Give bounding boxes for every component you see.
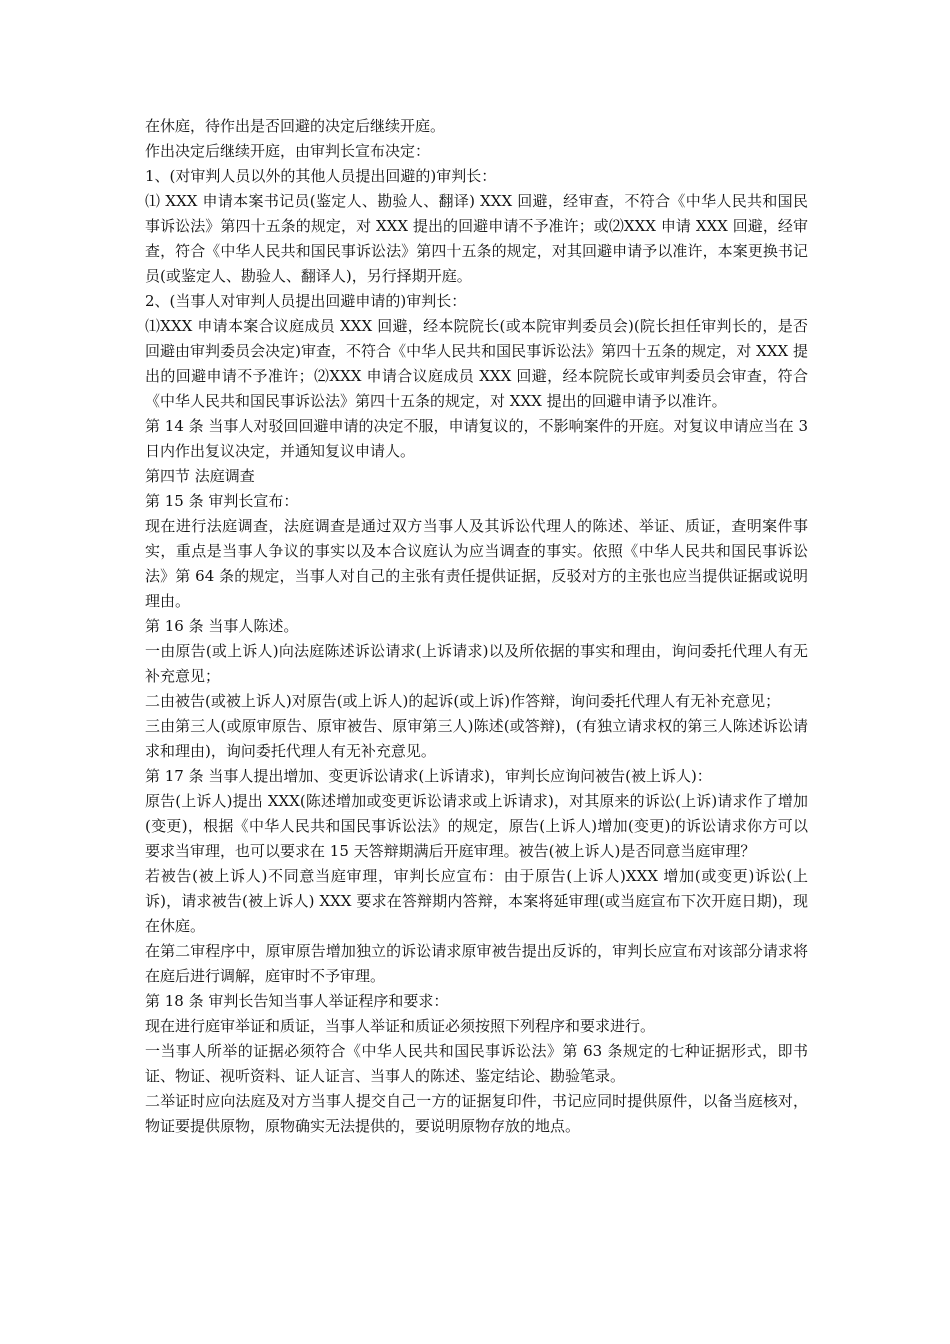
paragraph: 第 14 条 当事人对驳回回避申请的决定不服，申请复议的，不影响案件的开庭。对复议申请应当在 3 日内作出复议决定，并通知复议申请人。 — [145, 417, 808, 460]
section-heading: 第四节 法庭调查 — [145, 467, 255, 485]
paragraph: 1、(对审判人员以外的其他人员提出回避的)审判长： — [145, 167, 497, 185]
article-heading: 第 18 条 审判长告知当事人举证程序和要求： — [145, 992, 449, 1010]
paragraph: 二由被告(或被上诉人)对原告(或上诉人)的起诉(或上诉)作答辩，询问委托代理人有无补充意见； — [145, 692, 781, 710]
paragraph: 现在进行庭审举证和质证，当事人举证和质证必须按照下列程序和要求进行。 — [145, 1017, 656, 1035]
paragraph: 原告(上诉人)提出 XXX(陈述增加或变更诉讼请求或上诉请求)，对其原来的诉讼(上诉)请求作了增加(变更)，根据《中华人民共和国民事诉讼法》的规定，原告(上诉人)增加(变更)的诉讼请求你方可以要求当审理，也可以要求在 15 天答辩期满后开庭审理。被告(被上诉人)是否同意当庭审理？ — [145, 792, 808, 860]
document-body — [145, 114, 808, 1139]
paragraph: 三由第三人(或原审原告、原审被告、原审第三人)陈述(或答辩)，(有独立请求权的第三人陈述诉讼请求和理由)，询问委托代理人有无补充意见。 — [145, 717, 808, 760]
paragraph: 一当事人所举的证据必须符合《中华人民共和国民事诉讼法》第 63 条规定的七种证据形式，即书证、物证、视听资料、证人证言、当事人的陈述、鉴定结论、勘验笔录。 — [145, 1042, 808, 1085]
paragraph: 一由原告(或上诉人)向法庭陈述诉讼请求(上诉请求)以及所依据的事实和理由，询问委托代理人有无补充意见； — [145, 642, 808, 685]
article-heading: 第 15 条 审判长宣布： — [145, 492, 299, 510]
article-heading: 第 16 条 当事人陈述。 — [145, 617, 299, 635]
paragraph: 2、(当事人对审判人员提出回避申请的)审判长： — [145, 292, 467, 310]
paragraph: 作出决定后继续开庭，由审判长宣布决定： — [145, 142, 431, 160]
paragraph: 若被告(被上诉人)不同意当庭审理，审判长应宣布：由于原告(上诉人)XXX 增加(或变更)诉讼(上诉)，请求被告(被上诉人) XXX 要求在答辩期内答辩，本案将延审理(或当庭宣布下次开庭日期)，现在休庭。 — [145, 867, 808, 935]
paragraph: 在休庭，待作出是否回避的决定后继续开庭。 — [145, 117, 446, 135]
article-heading: 第 17 条 当事人提出增加、变更诉讼请求(上诉请求)，审判长应询问被告(被上诉人)： — [145, 767, 712, 785]
paragraph: 在第二审程序中，原审原告增加独立的诉讼请求原审被告提出反诉的，审判长应宣布对该部分请求将在庭后进行调解，庭审时不予审理。 — [145, 942, 808, 985]
paragraph: ⑴XXX 申请本案合议庭成员 XXX 回避，经本院院长(或本院审判委员会)(院长担任审判长的，是否回避由审判委员会决定)审查，不符合《中华人民共和国民事诉讼法》第四十五条的规定，对 XXX 提出的回避申请不予准许；⑵XXX 申请合议庭成员 XXX 回避，经本院院长或审判委员会审查，符合《中华人民共和国民事诉讼法》第四十五条的规定，对 XXX 提出的回避申请予以准许。 — [145, 317, 808, 410]
paragraph: 现在进行法庭调查，法庭调查是通过双方当事人及其诉讼代理人的陈述、举证、质证，查明案件事实，重点是当事人争议的事实以及本合议庭认为应当调查的事实。依照《中华人民共和国民事诉讼法》第 64 条的规定，当事人对自己的主张有责任提供证据，反驳对方的主张也应当提供证据或说明理由。 — [145, 517, 808, 610]
paragraph: ⑴ XXX 申请本案书记员(鉴定人、勘验人、翻译) XXX 回避，经审查，不符合《中华人民共和国民事诉讼法》第四十五条的规定，对 XXX 提出的回避申请不予准许；或⑵XXX 申请 XXX 回避，经审查，符合《中华人民共和国民事诉讼法》第四十五条的规定，对其回避申请予以准许，本案更换书记员(或鉴定人、勘验人、翻译人)，另行择期开庭。 — [145, 192, 808, 285]
paragraph: 二举证时应向法庭及对方当事人提交自己一方的证据复印件，书记应同时提供原件，以备当庭核对，物证要提供原物，原物确实无法提供的，要说明原物存放的地点。 — [145, 1092, 808, 1135]
